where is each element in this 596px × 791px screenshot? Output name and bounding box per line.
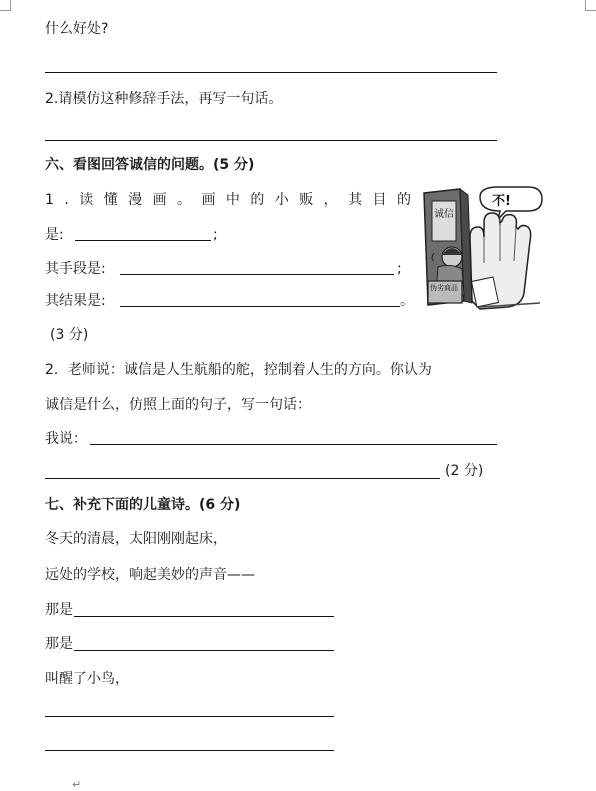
speech-bubble-text: 不!	[492, 194, 511, 209]
poem-answer-line[interactable]	[45, 716, 334, 717]
q2-line-1: 2．老师说：诚信是人生航船的舵，控制着人生的方向。你认为	[45, 362, 432, 378]
q1-prompt-char: ，	[323, 192, 338, 208]
q1-means-label: 其手段是:	[45, 261, 106, 277]
paragraph-mark: ↵	[72, 778, 82, 791]
q1-prompt-char: 其	[348, 192, 363, 208]
q1-prompt-char: 1	[45, 192, 54, 208]
q1-prompt-char: 的	[250, 192, 265, 208]
section-6-title: 六、看图回答诚信的问题。(5 分)	[45, 157, 255, 173]
page-corner-mark	[0, 0, 11, 11]
purpose-answer-line[interactable]	[75, 240, 211, 241]
result-answer-line[interactable]	[120, 306, 400, 307]
poem-line-5: 叫醒了小鸟，	[45, 671, 129, 687]
q1-result-label: 其结果是:	[45, 293, 106, 309]
q1-prompt-char: 贩	[299, 192, 314, 208]
answer-line[interactable]	[45, 72, 497, 73]
q2-score: (2 分)	[445, 463, 484, 479]
q1-prompt-char: 的	[396, 192, 411, 208]
q1-prompt-char: 目	[372, 192, 387, 208]
q1-prompt-char: 小	[274, 192, 289, 208]
poem-answer-line[interactable]	[74, 616, 334, 617]
q1-prompt-char: 漫	[128, 192, 143, 208]
poem-line-3-prefix: 那是	[45, 602, 73, 618]
goods-label-text: 伪劣商品	[430, 284, 458, 292]
q2-answer-label: 我说：	[45, 431, 87, 447]
page-corner-mark	[585, 0, 596, 11]
q2-line-2: 诚信是什么，仿照上面的句子，写一句话：	[45, 397, 311, 413]
section-7-title: 七、补充下面的儿童诗。(6 分)	[45, 497, 241, 513]
poem-line-2: 远处的学校，响起美妙的声音——	[45, 567, 255, 583]
poem-line-1: 冬天的清晨，太阳刚刚起床，	[45, 531, 227, 547]
q1-result-end: 。	[400, 293, 414, 309]
q1-prompt-char: 懂	[103, 192, 118, 208]
q2-answer-line[interactable]	[90, 444, 497, 445]
q1-score: (3 分)	[50, 327, 89, 343]
poem-answer-line[interactable]	[74, 650, 334, 651]
book-title-text: 诚信	[434, 209, 454, 220]
q2-answer-line-2[interactable]	[45, 478, 440, 479]
rhetoric-question: 2.请模仿这种修辞手法，再写一句话。	[45, 91, 283, 107]
q1-prompt-char: 中	[225, 192, 240, 208]
answer-line[interactable]	[45, 140, 497, 141]
q1-means-end: ;	[397, 261, 402, 277]
poem-answer-line[interactable]	[45, 750, 334, 751]
honesty-cartoon-image	[420, 183, 552, 315]
poem-line-4-prefix: 那是	[45, 636, 73, 652]
q1-prompt-char: .	[64, 192, 69, 208]
q1-prompt	[45, 191, 411, 209]
q1-prompt-char: 画	[201, 192, 216, 208]
q1-prompt-char: 。	[177, 192, 191, 208]
q1-prompt-char: 画	[152, 192, 167, 208]
means-answer-line[interactable]	[120, 274, 394, 275]
q1-purpose-label: 是:	[45, 227, 64, 243]
q1-purpose-end: ;	[213, 227, 218, 243]
q1-prompt-char: 读	[79, 192, 94, 208]
previous-question-fragment: 什么好处?	[45, 21, 109, 37]
